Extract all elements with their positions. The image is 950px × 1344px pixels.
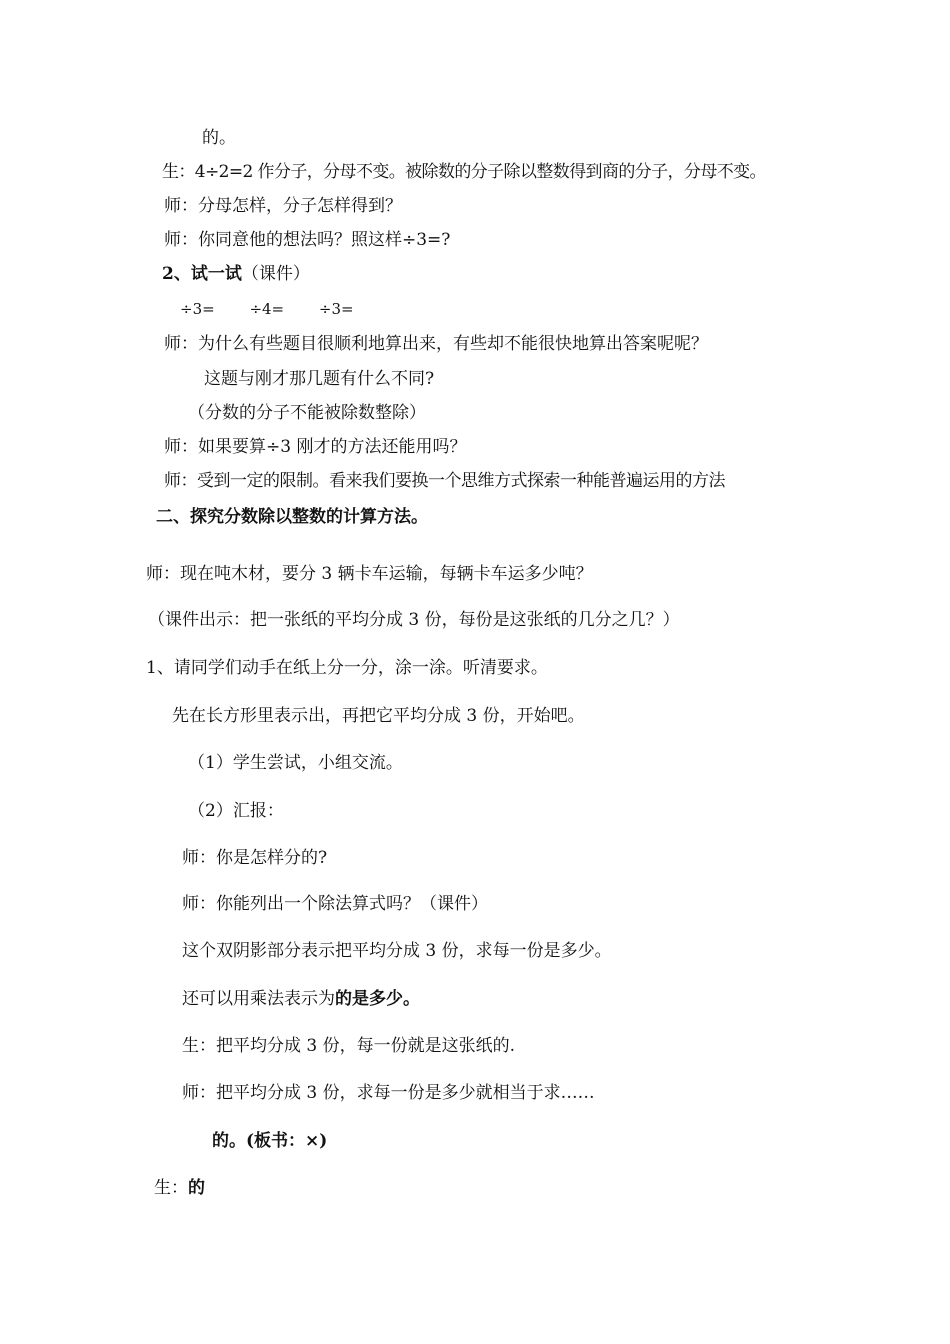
text-line: 先在长方形里表示出，再把它平均分成 3 份，开始吧。 — [172, 706, 585, 726]
text-segment-bold: 的是多少。 — [335, 989, 420, 1009]
text-line: 师：如果要算÷3 刚才的方法还能用吗？ — [164, 437, 467, 457]
section-heading: 2、试一试 — [162, 264, 242, 284]
section-heading: 二、探究分数除以整数的计算方法。 — [156, 507, 428, 527]
text-segment: 还可以用乘法表示为 — [182, 989, 335, 1009]
text-line: 师：把平均分成 3 份，求每一份是多少就相当于求…… — [182, 1083, 595, 1103]
text-line: （课件出示：把一张纸的平均分成 3 份，每份是这张纸的几分之几？） — [148, 610, 680, 630]
text-line: 的。(板书：×) — [212, 1131, 328, 1151]
section-note: （课件） — [241, 264, 310, 284]
text-line: （1）学生尝试，小组交流。 — [188, 753, 403, 773]
text-line: （2）汇报： — [188, 801, 284, 821]
text-line — [182, 988, 420, 1010]
text-line: 师：现在吨木材，要分 3 辆卡车运输，每辆卡车运多少吨？ — [146, 564, 593, 584]
text-line: 师：为什么有些题目很顺利地算出来，有些却不能很快地算出答案呢呢？ — [164, 334, 708, 354]
text-line: 师：你是怎样分的? — [182, 848, 328, 868]
text-segment: 生： — [154, 1178, 188, 1198]
text-line: （分数的分子不能被除数整除） — [188, 403, 426, 423]
exercise-line: ÷3= ÷4= ÷3= — [180, 300, 354, 318]
text-line: 1、请同学们动手在纸上分一分，涂一涂。听清要求。 — [146, 658, 548, 678]
text-line — [154, 1177, 205, 1199]
text-line: 这题与刚才那几题有什么不同? — [204, 369, 435, 389]
text-line: 师：分母怎样，分子怎样得到？ — [164, 196, 402, 216]
text-line: 师：你能列出一个除法算式吗？（课件） — [182, 894, 488, 914]
text-line: 的。 — [202, 128, 236, 148]
section-heading-line — [162, 263, 310, 285]
text-line: 生：把平均分成 3 份，每一份就是这张纸的. — [182, 1036, 516, 1056]
text-line: 这个双阴影部分表示把平均分成 3 份，求每一份是多少。 — [182, 941, 612, 961]
text-line: 师：受到一定的限制。看来我们要换一个思维方式探索一种能普遍运用的方法 — [164, 471, 725, 491]
text-line: 生：4÷2=2 作分子，分母不变。被除数的分子除以整数得到商的分子，分母不变。 — [162, 162, 766, 182]
text-segment-bold: 的 — [188, 1178, 205, 1198]
text-line: 师：你同意他的想法吗？照这样÷3=? — [164, 230, 451, 250]
